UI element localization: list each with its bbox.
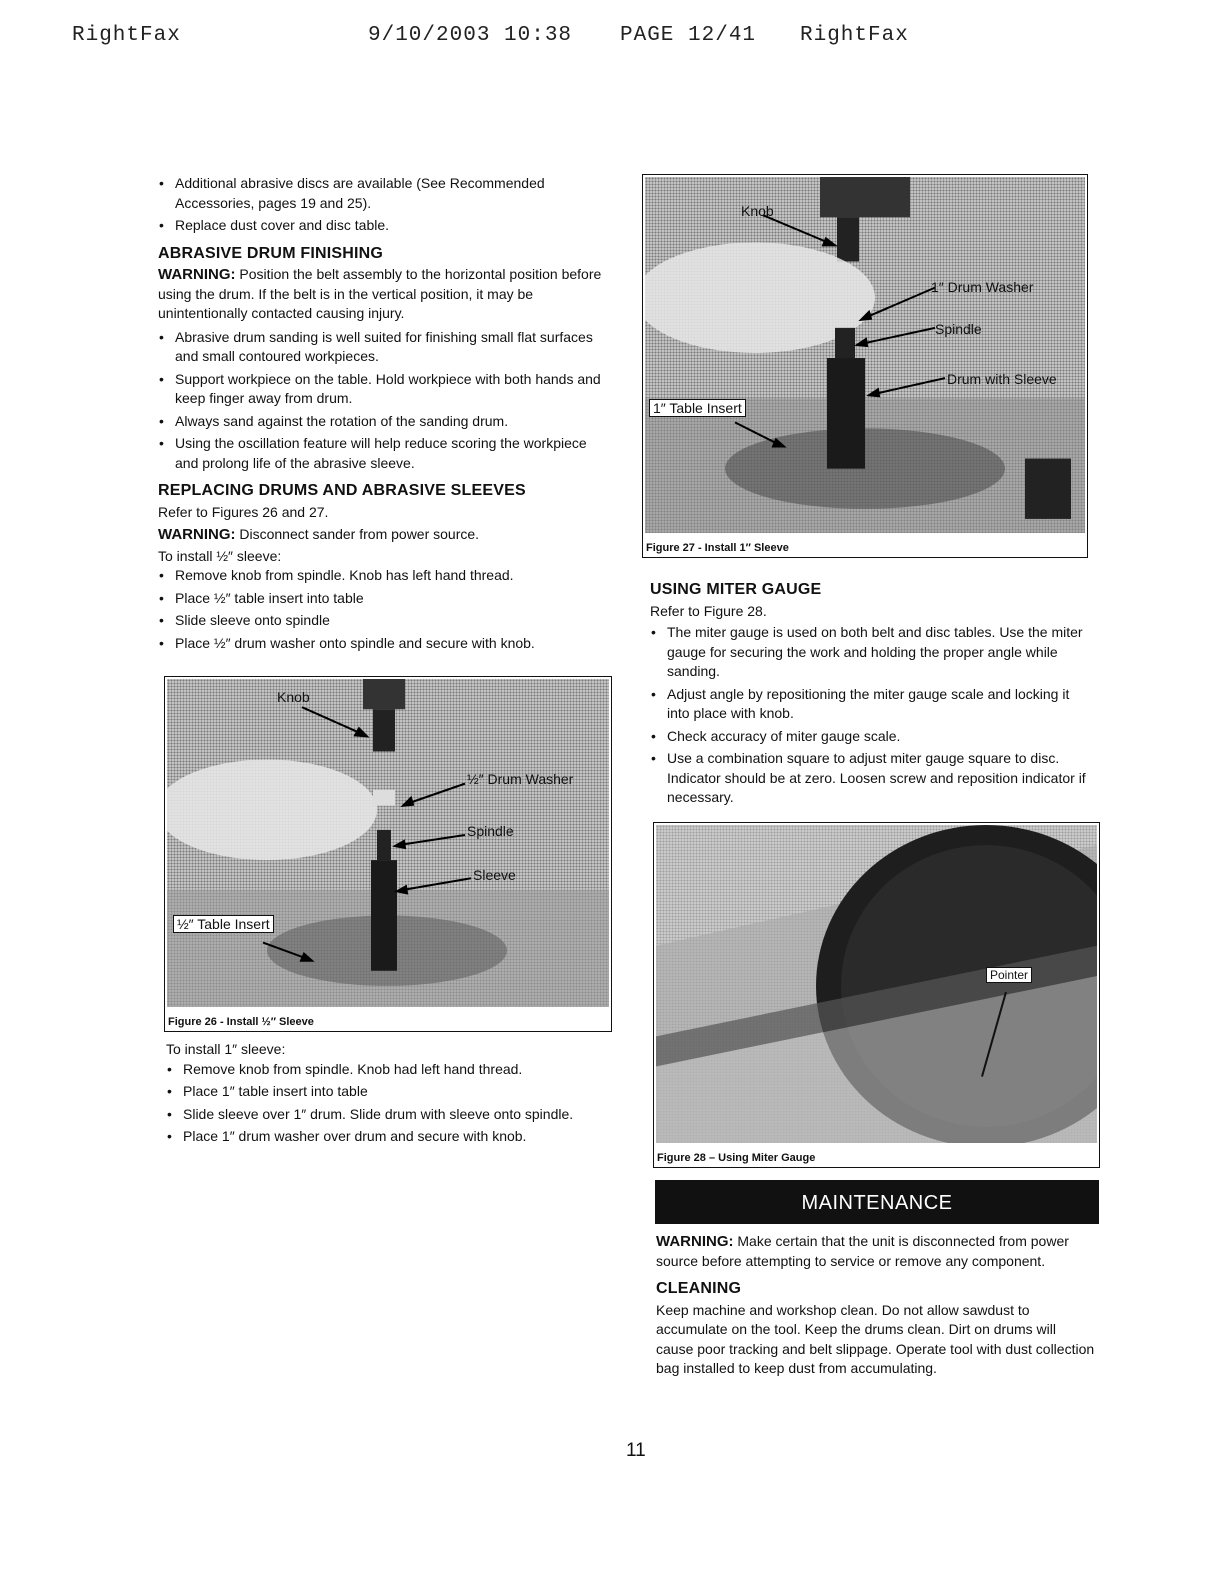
table-insert-label: ½″ Table Insert (173, 915, 274, 933)
list-item: • Place ½″ drum washer onto spindle and secure with knob. (158, 634, 608, 654)
half-inch-bullet-list (158, 566, 608, 653)
warning-label: WARNING: (158, 526, 236, 543)
list-item: • The miter gauge is used on both belt and disc tables. Use the miter gauge for securing the work and holding the proper angle while sanding. (650, 623, 1094, 682)
maintenance-banner: MAINTENANCE (655, 1180, 1099, 1224)
figure-26-caption: Figure 26 - Install ½″ Sleeve (168, 1016, 314, 1028)
list-item: • Check accuracy of miter gauge scale. (650, 727, 1094, 747)
drum-finishing-heading: ABRASIVE DRUM FINISHING (158, 244, 384, 262)
list-item: • Remove knob from spindle. Knob has left hand thread. (158, 566, 608, 586)
cleaning-heading: CLEANING (656, 1280, 742, 1297)
cleaning-text: Keep machine and workshop clean. Do not allow sawdust to accumulate on the tool. Keep the drums clean. Dirt on drums will cause poor tracking and belt slippage. Operate tool with dust collection bag installed to keep dust from accumulating. (656, 1301, 1095, 1376)
one-inch-bullet-list (166, 1060, 606, 1147)
list-item: • Place 1″ table insert into table (166, 1082, 606, 1102)
left-column-top (158, 174, 608, 656)
drum-washer-label: ½″ Drum Washer (467, 771, 574, 787)
drum-warning-paragraph (158, 265, 608, 324)
page-number: 11 (626, 1440, 646, 1461)
fax-header-page: PAGE 12/41 (620, 24, 757, 47)
warning-label: WARNING: (656, 1233, 734, 1250)
list-item: • Replace dust cover and disc table. (158, 216, 608, 236)
figure-27-illustration (645, 177, 1085, 533)
list-item: • Additional abrasive discs are available (See Recommended Accessories, pages 19 and 25). (158, 174, 608, 213)
figure-28 (653, 822, 1100, 1168)
replace-warning-paragraph (158, 525, 608, 545)
figure-26 (164, 676, 612, 1032)
list-item: • Using the oscillation feature will help reduce scoring the workpiece and prolong life of the abrasive sleeve. (158, 434, 608, 473)
right-column-maintenance (656, 1232, 1096, 1379)
warning-label: WARNING: (158, 266, 236, 283)
list-item: • Remove knob from spindle. Knob had left hand thread. (166, 1060, 606, 1080)
list-item: • Slide sleeve over 1″ drum. Slide drum with sleeve onto spindle. (166, 1105, 606, 1125)
drum-washer-label: 1″ Drum Washer (931, 279, 1034, 295)
warning-text: Position the belt assembly to the horizontal position before using the drum. If the belt is in the vertical position, it may be unintentionally contacted causing injury. (158, 266, 602, 321)
spindle-label: Spindle (935, 321, 982, 337)
drum-bullet-list (158, 328, 608, 474)
figure-27-caption: Figure 27 - Install 1″ Sleeve (646, 542, 789, 554)
half-inch-intro: To install ½″ sleeve: (158, 547, 282, 564)
list-item: • Adjust angle by repositioning the miter gauge scale and locking it into place with knob. (650, 685, 1094, 724)
figure-28-caption: Figure 28 – Using Miter Gauge (657, 1152, 816, 1164)
miter-bullet-list (650, 623, 1094, 808)
sleeve-label: Sleeve (473, 867, 516, 883)
right-column-miter (650, 580, 1094, 811)
table-insert-label: 1″ Table Insert (649, 399, 746, 417)
pointer-label: Pointer (986, 967, 1032, 983)
fax-header-left: RightFax (72, 24, 181, 47)
accessory-bullet-list (158, 174, 608, 236)
figure-26-photo (167, 679, 609, 1007)
maintenance-warning-paragraph (656, 1232, 1096, 1271)
fax-header-datetime: 9/10/2003 10:38 (368, 24, 573, 47)
list-item: • Support workpiece on the table. Hold workpiece with both hands and keep finger away from drum. (158, 370, 608, 409)
drum-with-sleeve-label: Drum with Sleeve (947, 371, 1057, 387)
one-inch-intro: To install 1″ sleeve: (166, 1041, 286, 1057)
miter-reference: Refer to Figure 28. (650, 602, 767, 619)
fax-header-right: RightFax (800, 24, 909, 47)
list-item: • Always sand against the rotation of the sanding drum. (158, 412, 608, 432)
warning-text: Make certain that the unit is disconnected from power source before attempting to service or remove any component. (656, 1233, 1069, 1269)
knob-label: Knob (277, 689, 310, 705)
list-item: • Place ½″ table insert into table (158, 589, 608, 609)
figure-27-photo (645, 177, 1085, 533)
list-item: • Slide sleeve onto spindle (158, 611, 608, 631)
figure-27 (642, 174, 1088, 558)
list-item: • Place 1″ drum washer over drum and secure with knob. (166, 1127, 606, 1147)
left-column-bottom (166, 1040, 606, 1150)
list-item: • Abrasive drum sanding is well suited for finishing small flat surfaces and small contoured workpieces. (158, 328, 608, 367)
warning-text: Disconnect sander from power source. (235, 526, 480, 542)
figure-28-photo (656, 825, 1097, 1143)
miter-gauge-heading: USING MITER GAUGE (650, 581, 822, 598)
replacing-drums-heading: REPLACING DRUMS AND ABRASIVE SLEEVES (158, 482, 526, 499)
knob-label: Knob (741, 203, 774, 219)
figure-26-illustration (167, 679, 609, 1007)
figure-28-illustration (656, 825, 1097, 1143)
list-item: • Use a combination square to adjust miter gauge square to disc. Indicator should be at zero. Loosen screw and reposition indicator if necessary. (650, 749, 1094, 808)
replace-reference: Refer to Figures 26 and 27. (158, 503, 329, 520)
spindle-label: Spindle (467, 823, 514, 839)
